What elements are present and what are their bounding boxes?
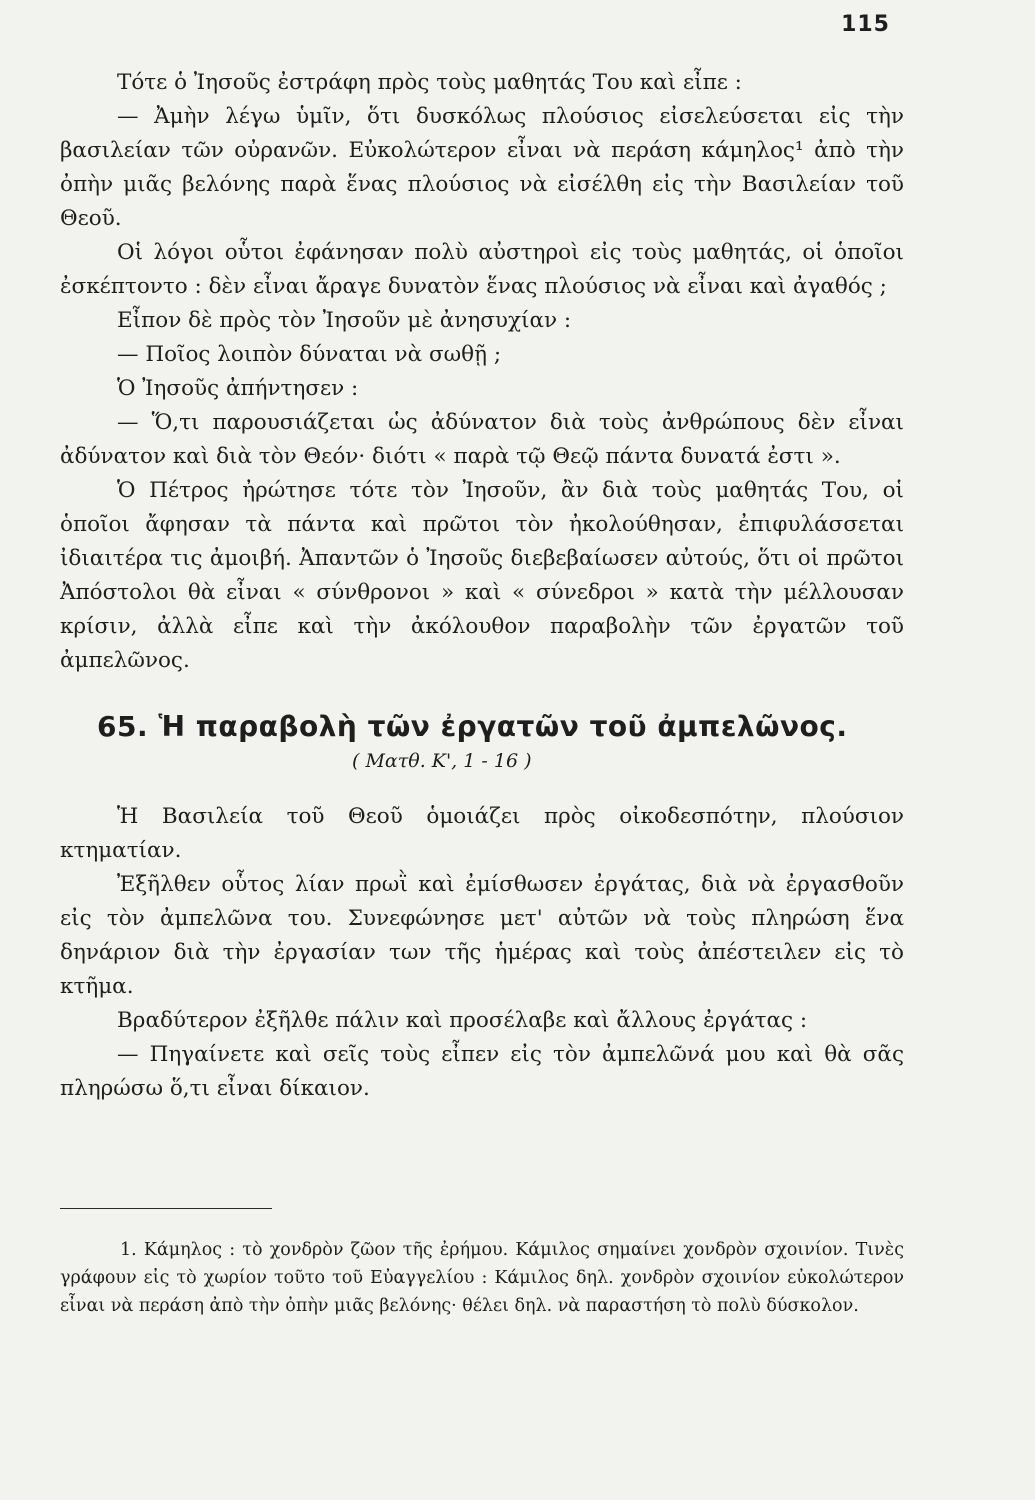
footnotes <box>60 1236 904 1320</box>
section-title: 65. Ἡ παραβολὴ τῶν ἐργατῶν τοῦ ἀμπελῶνος. <box>97 710 848 743</box>
page-number: 115 <box>841 12 890 37</box>
main-text <box>60 66 904 1106</box>
paragraph: Ὁ Πέτρος ἠρώτησε τότε τὸν Ἰησοῦν, ἂν διὰ τοὺς μαθητάς Του, οἱ ὁποῖοι ἄφησαν τὰ πάντα καὶ πρῶτοι τὸν ἠκολούθησαν, ἐπιφυλάσσεται ἰδιαιτέρα τις ἀμοιβή. Ἀπαντῶν ὁ Ἰησοῦς διεβεβαίωσεν αὐτούς, ὅτι οἱ πρῶτοι Ἀπόστολοι θὰ εἶναι « σύνθρονοι » καὶ « σύνεδροι » κατὰ τὴν μέλλουσαν κρίσιν, ἀλλὰ εἶπε καὶ τὴν ἀκόλουθον παραβολὴν τῶν ἐργατῶν τοῦ ἀμπελῶνος. <box>60 478 904 673</box>
paragraph: Οἱ λόγοι οὗτοι ἐφάνησαν πολὺ αὐστηροὶ εἰς τοὺς μαθητάς, οἱ ὁποῖοι ἐσκέπτοντο : δὲν εἶναι ἄραγε δυνατὸν ἕνας πλούσιος νὰ εἶναι καὶ ἀγαθός ; <box>60 240 904 299</box>
paragraph: — Πηγαίνετε καὶ σεῖς τοὺς εἶπεν εἰς τὸν ἀμπελῶνά μου καὶ θὰ σᾶς πληρώσω ὅ,τι εἶναι δίκαιον. <box>60 1042 904 1101</box>
paragraph: Ὁ Ἰησοῦς ἀπήντησεν : <box>117 376 359 401</box>
paragraph: Τότε ὁ Ἰησοῦς ἐστράφη πρὸς τοὺς μαθητάς Του καὶ εἶπε : <box>117 70 742 95</box>
footnote-divider <box>60 1208 272 1209</box>
paragraph: Ἐξῆλθεν οὗτος λίαν πρωῒ καὶ ἐμίσθωσεν ἐργάτας, διὰ νὰ ἐργασθοῦν εἰς τὸν ἀμπελῶνα του. Συνεφώνησε μετ' αὐτῶν νὰ τοὺς πληρώση ἕνα δηνάριον διὰ τὴν ἐργασίαν των τῆς ἡμέρας καὶ τοὺς ἀπέστειλεν εἰς τὸ κτῆμα. <box>60 872 904 999</box>
paragraph: — Ὅ,τι παρουσιάζεται ὡς ἀδύνατον διὰ τοὺς ἀνθρώπους δὲν εἶναι ἀδύνατον καὶ διὰ τὸν Θεόν· διότι « παρὰ τῷ Θεῷ πάντα δυνατά ἐστι ». <box>60 410 904 469</box>
section-reference: ( Ματθ. Κ', 1 - 16 ) <box>352 750 532 772</box>
paragraph: — Ἀμὴν λέγω ὑμῖν, ὅτι δυσκόλως πλούσιος εἰσελεύσεται εἰς τὴν βασιλείαν τῶν οὐρανῶν. Εὐκολώτερον εἶναι νὰ περάση κάμηλος¹ ἀπὸ τὴν ὀπὴν μιᾶς βελόνης παρὰ ἕνας πλούσιος νὰ εἰσέλθη εἰς τὴν Βασιλείαν τοῦ Θεοῦ. <box>60 104 904 231</box>
paragraph: Ἡ Βασιλεία τοῦ Θεοῦ ὁμοιάζει πρὸς οἰκοδεσπότην, πλούσιον κτηματίαν. <box>60 804 904 863</box>
paragraph: Βραδύτερον ἐξῆλθε πάλιν καὶ προσέλαβε καὶ ἄλλους ἐργάτας : <box>117 1008 808 1033</box>
paragraph: — Ποῖος λοιπὸν δύναται νὰ σωθῇ ; <box>117 342 502 367</box>
footnote: 1. Κάμηλος : τὸ χονδρὸν ζῶον τῆς ἐρήμου. Κάμιλος σημαίνει χονδρὸν σχοινίον. Τινὲς γράφουν εἰς τὸ χωρίον τοῦτο τοῦ Εὐαγγελίου : Κάμιλος δηλ. χονδρὸν σχοινίον εὐκολώτερον εἶναι νὰ περάση ἀπὸ τὴν ὀπὴν μιᾶς βελόνης· θέλει δηλ. νὰ παραστήση τὸ πολὺ δύσκολον. <box>60 1240 904 1316</box>
paragraph: Εἶπον δὲ πρὸς τὸν Ἰησοῦν μὲ ἀνησυχίαν : <box>117 308 572 333</box>
